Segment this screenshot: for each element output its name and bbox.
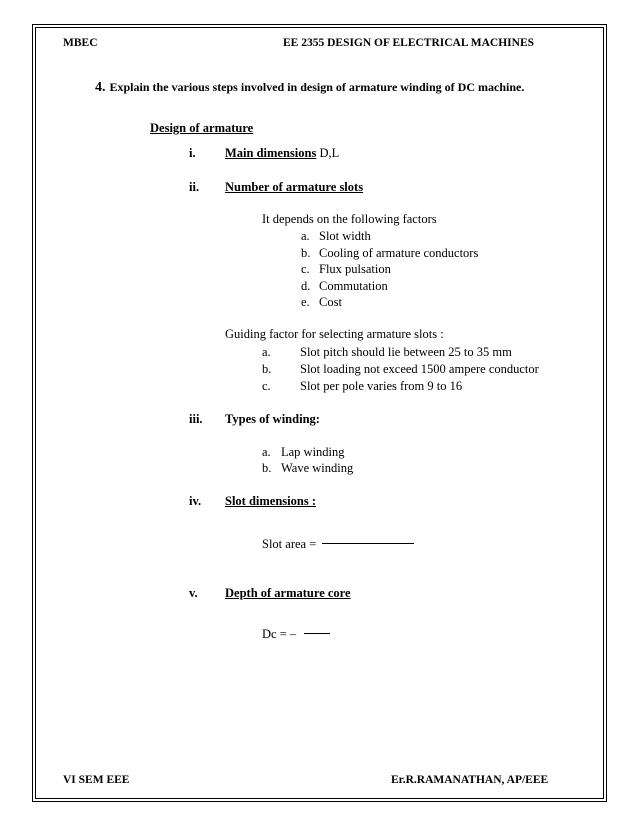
winding-letter: a. (262, 445, 271, 459)
winding-letter: b. (262, 461, 272, 475)
footer-left: VI SEM EEE (63, 774, 130, 786)
question-number: 4. (95, 80, 106, 95)
item-number-iv: iv. (189, 494, 202, 508)
guiding-text: Slot pitch should lie between 25 to 35 mm (300, 345, 512, 359)
factor-text: Cost (319, 295, 342, 309)
depth-fraction-line (304, 633, 330, 634)
item-slot-dimensions: Slot dimensions : (225, 494, 316, 508)
footer-right: Er.R.RAMANATHAN, AP/EEE (391, 774, 549, 786)
guiding-text: Slot per pole varies from 9 to 16 (300, 379, 463, 393)
section-title: Design of armature (150, 121, 254, 135)
factor-text: Flux pulsation (319, 262, 391, 276)
item-number-iii: iii. (189, 412, 203, 426)
guiding-letter: b. (262, 362, 272, 376)
factor-text: Commutation (319, 279, 388, 293)
guiding-intro: Guiding factor for selecting armature slots : (225, 327, 444, 341)
item-number-i: i. (189, 146, 196, 160)
guiding-letter: a. (262, 345, 271, 359)
guiding-text: Slot loading not exceed 1500 ampere conductor (300, 362, 539, 376)
item-number-ii: ii. (189, 180, 200, 194)
winding-text: Lap winding (281, 445, 345, 459)
slot-area-label: Slot area = (262, 537, 317, 551)
header-right: EE 2355 DESIGN OF ELECTRICAL MACHINES (283, 37, 535, 49)
item-number-v: v. (189, 586, 198, 600)
item-title: Main dimensions (225, 146, 317, 160)
question-heading (95, 78, 524, 96)
factor-letter: c. (301, 262, 310, 276)
item-suffix: D,L (316, 146, 340, 160)
slot-area-fraction-line (322, 543, 414, 544)
item-armature-core-depth: Depth of armature core (225, 586, 351, 600)
header-left: MBEC (63, 37, 98, 49)
factor-letter: b. (301, 246, 311, 260)
depth-label: Dc = – (262, 627, 297, 641)
factor-letter: e. (301, 295, 310, 309)
factors-intro: It depends on the following factors (262, 212, 437, 226)
factor-text: Slot width (319, 229, 371, 243)
factor-text: Cooling of armature conductors (319, 246, 479, 260)
item-winding-types: Types of winding: (225, 412, 320, 426)
item-main-dimensions (225, 146, 339, 161)
factor-letter: d. (301, 279, 311, 293)
factor-letter: a. (301, 229, 310, 243)
winding-text: Wave winding (281, 461, 354, 475)
question-text: Explain the various steps involved in design of armature winding of DC machine. (109, 80, 525, 94)
item-armature-slots: Number of armature slots (225, 180, 364, 194)
guiding-letter: c. (262, 379, 271, 393)
